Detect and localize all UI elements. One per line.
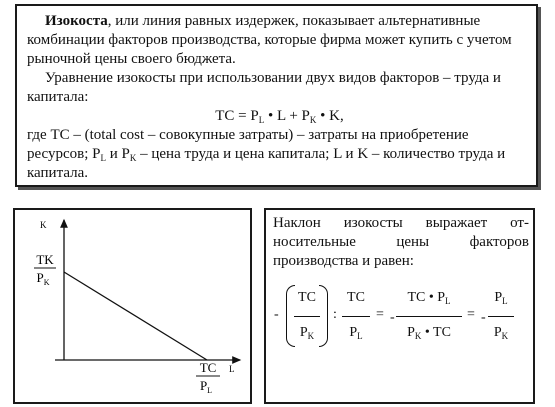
slope-line-1: Наклон изокосты выражает от- bbox=[273, 215, 529, 231]
frac1-den: $P_K$ bbox=[299, 325, 315, 341]
definition-box bbox=[15, 4, 538, 187]
slope-line-3: производства и равен: bbox=[273, 253, 414, 269]
frac4-bar bbox=[488, 316, 514, 317]
frac3-bar bbox=[396, 316, 462, 317]
frac3-num: TC • $P_L$ bbox=[407, 290, 451, 306]
slope-line-2: носительные цены факторов bbox=[273, 234, 529, 250]
isocost-equation: TC = $P_L$ • $L + P_K$ • K, bbox=[215, 108, 344, 125]
y-axis-label: K bbox=[40, 220, 47, 230]
definition-rest: , или линия равных издержек, показывает альтернативные комбинации факторов производства, которые фирма может купить с учетом рыночной цены своего бюджета. bbox=[27, 13, 512, 67]
equation-legend: где TC – (total cost – совокупные затраты) – затраты на приобретение ресурсов; $P_L$ и $P_K$ – цена труда и цена капитала; L и K – количество труда и капитала. bbox=[27, 127, 506, 181]
minus-3: - bbox=[481, 310, 486, 325]
frac1-bar bbox=[294, 316, 320, 317]
definition-paragraph bbox=[27, 12, 532, 69]
colon: : bbox=[333, 307, 337, 322]
frac2-bar bbox=[342, 316, 370, 317]
frac3-den: $P_K$ • TC bbox=[407, 325, 451, 341]
x-axis-label: L bbox=[229, 364, 235, 374]
x-intercept-den: $P_L$ bbox=[199, 378, 213, 395]
frac2-num: TC bbox=[347, 290, 365, 305]
equation-intro: Уравнение изокосты при использовании двух видов факторов – труда и капитала: bbox=[27, 70, 501, 105]
frac2-den: $P_L$ bbox=[349, 325, 363, 341]
minus-1: - bbox=[274, 307, 279, 322]
isocost-chart-box bbox=[13, 208, 252, 404]
frac4-den: $P_K$ bbox=[493, 325, 509, 341]
slope-text bbox=[273, 214, 529, 271]
definition-text bbox=[27, 12, 532, 183]
y-intercept-num: TK bbox=[36, 252, 54, 267]
frac4-num: $P_L$ bbox=[494, 290, 508, 306]
isocost-chart bbox=[15, 210, 250, 402]
frac1-num: TC bbox=[298, 290, 316, 305]
paren-right bbox=[319, 285, 328, 347]
y-intercept-den: $P_K$ bbox=[36, 270, 50, 287]
term-isocost: Изокоста bbox=[45, 13, 108, 29]
x-intercept-num: TC bbox=[199, 360, 217, 375]
equals-1: = bbox=[376, 307, 384, 322]
minus-2: - bbox=[390, 310, 395, 325]
slope-box bbox=[264, 208, 535, 404]
isocost-line bbox=[64, 272, 207, 360]
equals-2: = bbox=[467, 307, 475, 322]
